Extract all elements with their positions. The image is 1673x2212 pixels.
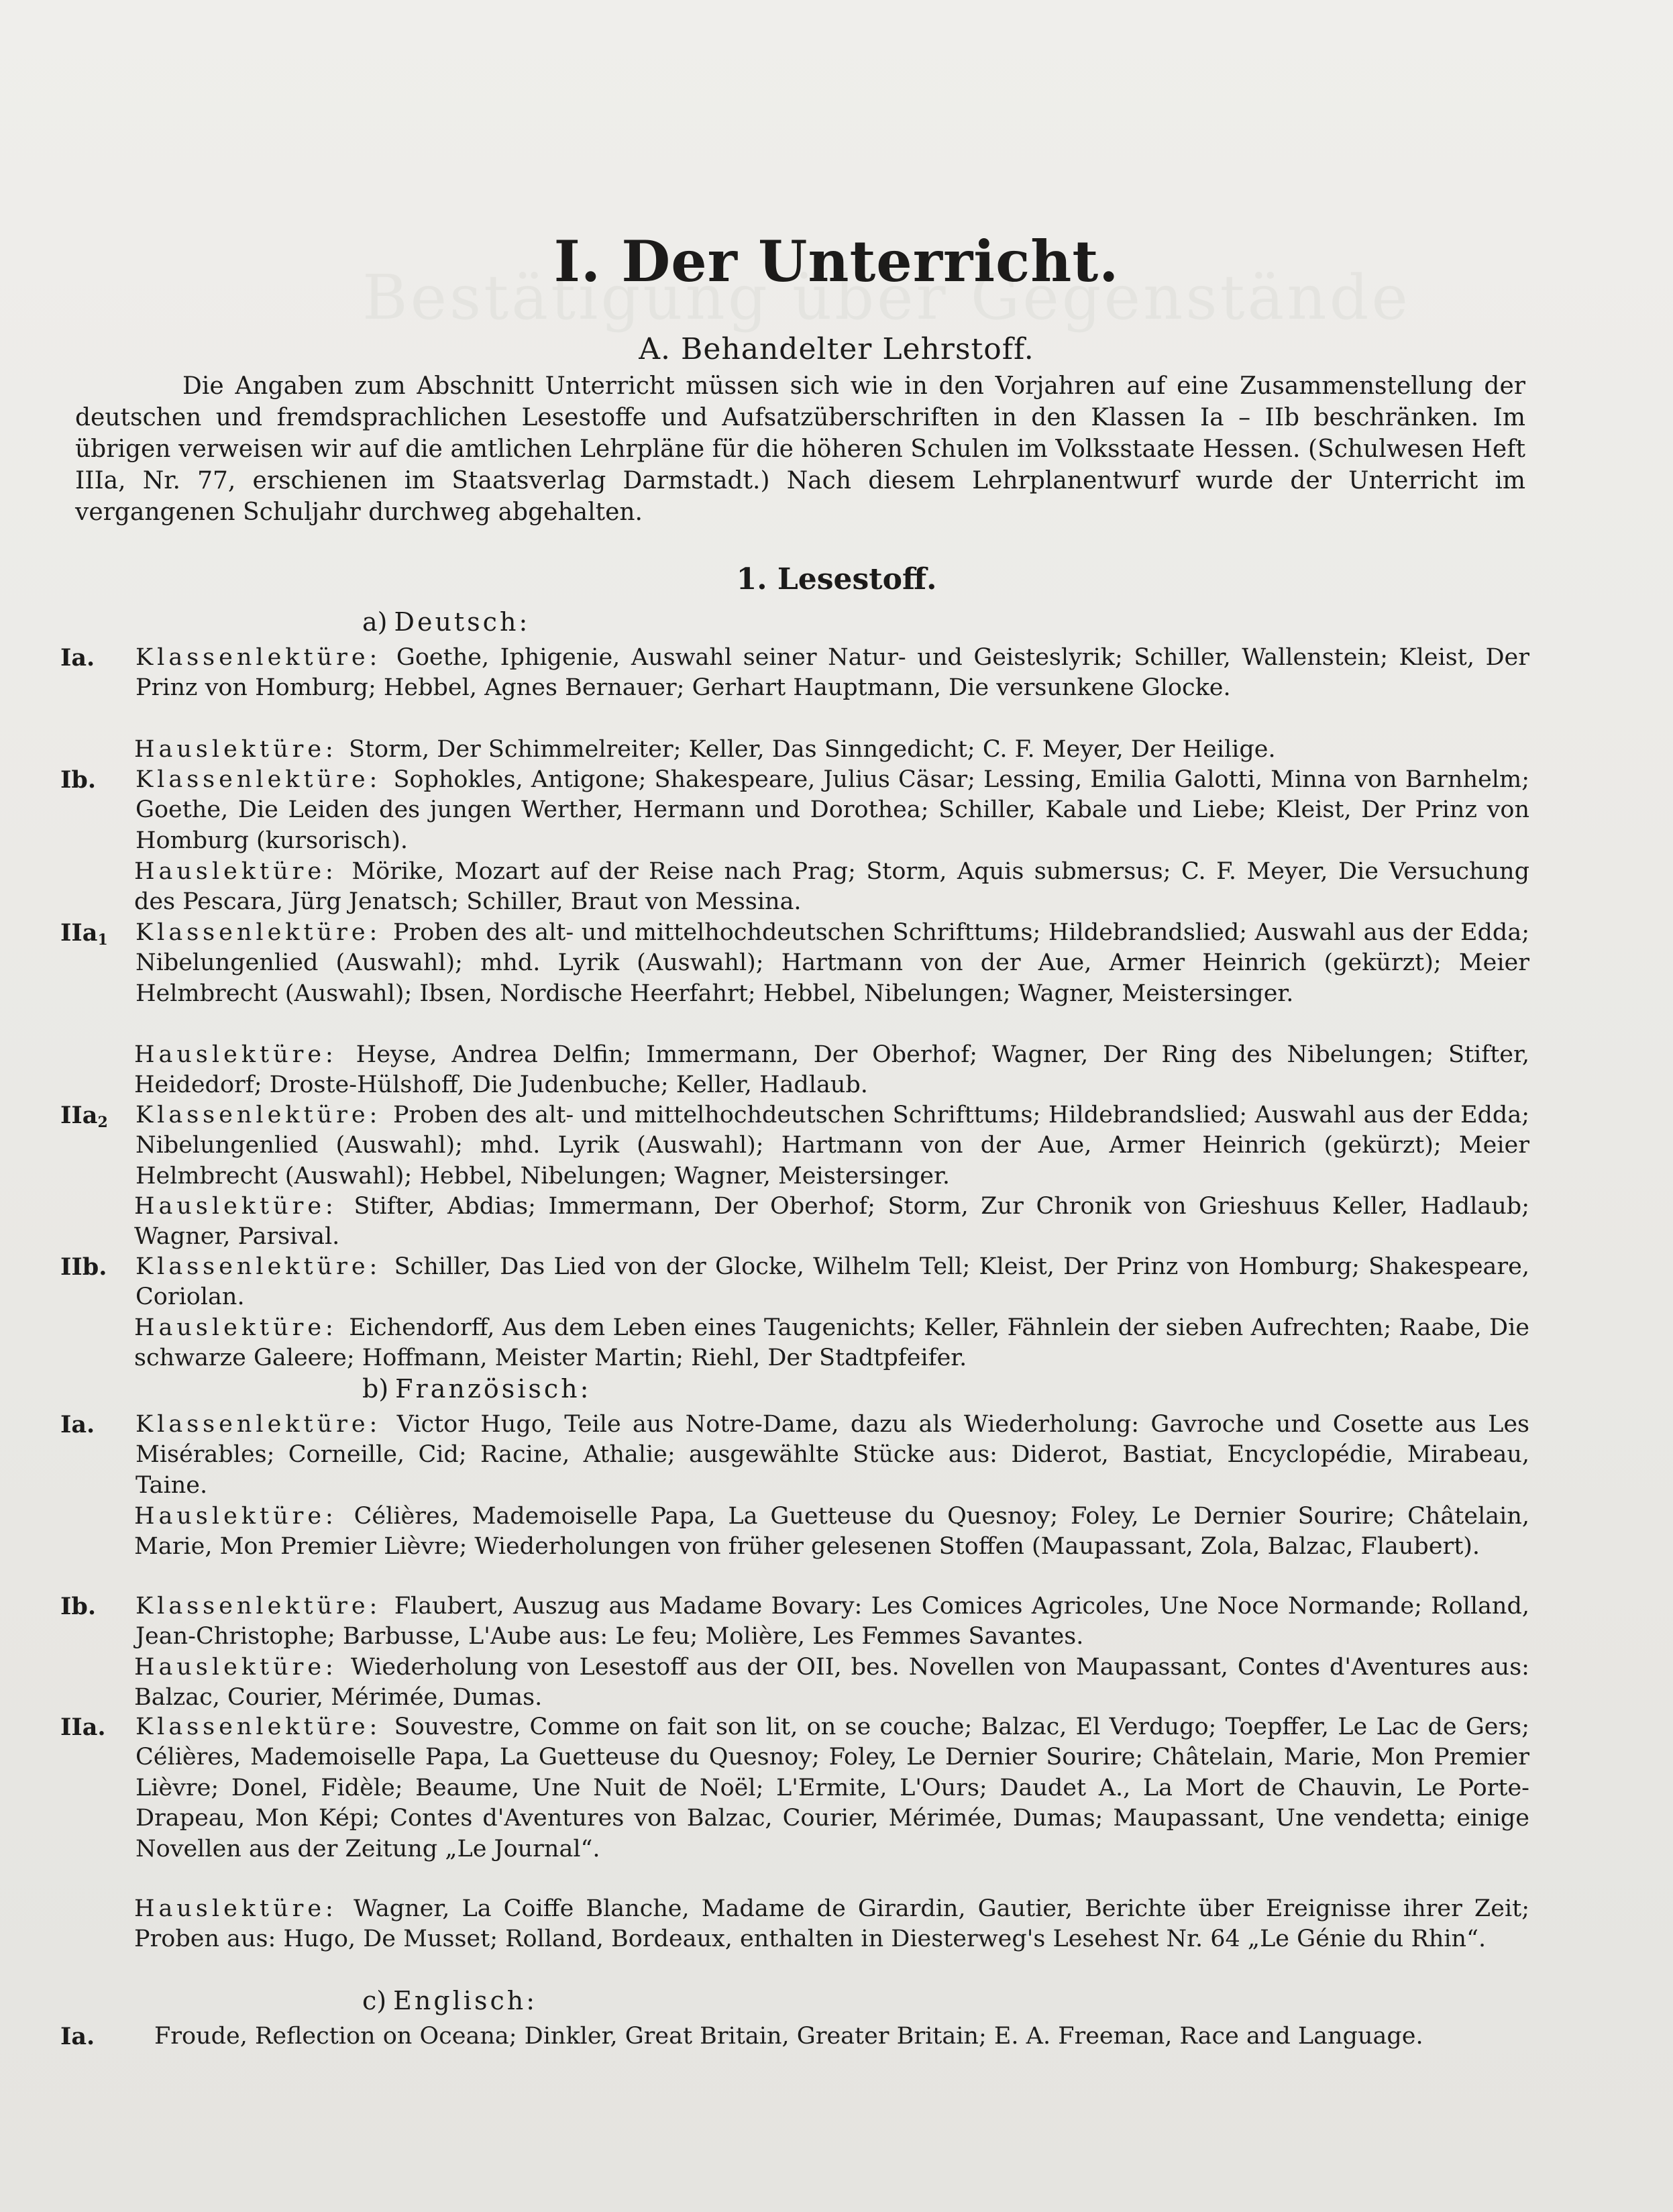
home-reading-label: Hauslektüre: xyxy=(134,1895,337,1922)
subsection-letter: b) xyxy=(362,1374,389,1404)
home-reading-text: Célières, Mademoiselle Papa, La Guetteuse du Quesnoy; Foley, Le Dernier Sourire; Châtelain, Marie, Mon Premier Lièvre; Wiederholungen von früher gelesenen Stoffen (Maupassant, Zola, Balzac, Flaubert). xyxy=(134,1503,1529,1561)
home-reading-label: Hauslektüre: xyxy=(134,1654,337,1681)
entry-text xyxy=(60,1252,1529,1313)
class-reading-text: Proben des alt- und mittelhochdeutschen Schrifttums; Hildebrandslied; Auswahl aus der Edda; Nibelungenlied (Auswahl); mhd. Lyrik (Auswahl); Hartmann von der Aue, Armer Heinrich (gekürzt); Meier Helmbrecht (Auswahl); Ibsen, Nordische Heerfahrt; Hebbel, Nibelungen; Wagner, Meistersinger. xyxy=(136,919,1529,1007)
entry-deutsch-ia-home xyxy=(134,735,1529,765)
subsection-franzoesisch xyxy=(362,1374,591,1404)
class-reading-text: Flaubert, Auszug aus Madame Bovary: Les Comices Agricoles, Une Noce Normande; Rolland, Jean-Christophe; Barbusse, L'Aube aus: Le feu; Molière, Les Femmes Savantes. xyxy=(136,1593,1529,1650)
class-subscript: 1 xyxy=(97,931,108,949)
entry-text xyxy=(60,1100,1529,1192)
subsection-name: Französisch: xyxy=(395,1374,592,1404)
entry-text xyxy=(60,1410,1529,1501)
entry-text xyxy=(60,1712,1529,1864)
home-reading-text: Storm, Der Schimmelreiter; Keller, Das Sinngedicht; C. F. Meyer, Der Heilige. xyxy=(349,736,1276,763)
entry-text xyxy=(60,765,1529,856)
entry-text: Froude, Reflection on Oceana; Dinkler, Great Britain, Greater Britain; E. A. Freeman, Race and Language. xyxy=(154,2023,1423,2050)
entry-franz-iia-home xyxy=(134,1894,1529,1955)
class-label: Ib. xyxy=(60,1593,97,1620)
subsection-name: Englisch: xyxy=(393,1986,538,2015)
class-reading-label: Klassenlektüre: xyxy=(136,1411,382,1438)
entry-deutsch-ib xyxy=(60,765,1529,856)
entry-deutsch-iia1-home xyxy=(134,1040,1529,1101)
subsection-name: Deutsch: xyxy=(394,607,531,637)
entry-franz-ib xyxy=(60,1591,1529,1652)
entry-deutsch-iia2 xyxy=(60,1100,1529,1192)
intro-paragraph xyxy=(75,370,1525,528)
class-reading-label: Klassenlektüre: xyxy=(136,1102,382,1128)
intro-text: Die Angaben zum Abschnitt Unterricht müssen sich wie in den Vorjahren auf eine Zusammenstellung der deutschen und fremdsprachlichen Lesestoffe und Aufsatzüberschriften in den Klassen Ia – IIb beschränken. Im übrigen verweisen wir auf die amtlichen Lehrpläne für die höheren Schulen im Volksstaate Hessen. (Schulwesen Heft IIIa, Nr. 77, erschienen im Staatsverlag Darmstadt.) Nach diesem Lehrplanentwurf wurde der Unterricht im vergangenen Schuljahr durchweg abgehalten. xyxy=(75,372,1525,526)
entry-deutsch-iia2-home xyxy=(134,1192,1529,1253)
class-label: Ia. xyxy=(60,644,95,672)
page-title: I. Der Unterricht. xyxy=(553,228,1120,295)
home-reading-text: Wiederholung von Lesestoff aus der OII, bes. Novellen von Maupassant, Contes d'Aventures aus: Balzac, Courier, Mérimée, Dumas. xyxy=(134,1654,1529,1711)
class-label: IIb. xyxy=(60,1253,107,1281)
subsection-letter: a) xyxy=(362,607,388,637)
home-reading-label: Hauslektüre: xyxy=(134,1314,337,1341)
subsection-letter: c) xyxy=(362,1986,387,2015)
class-label: Ia. xyxy=(60,2023,95,2050)
subsection-englisch xyxy=(362,1986,537,2015)
entry-text xyxy=(60,918,1529,1009)
class-reading-text: Proben des alt- und mittelhochdeutschen Schrifttums; Hildebrandslied; Auswahl aus der Edda; Nibelungenlied (Auswahl); mhd. Lyrik (Auswahl); Hartmann von der Aue, Armer Heinrich (gekürzt); Meier Helmbrecht (Auswahl); Hebbel, Nibelungen; Wagner, Meistersinger. xyxy=(136,1102,1529,1190)
home-reading-text: Mörike, Mozart auf der Reise nach Prag; Storm, Aquis submersus; C. F. Meyer, Die Versuchung des Pescara, Jürg Jenatsch; Schiller, Braut von Messina. xyxy=(134,858,1529,916)
class-subscript: 2 xyxy=(97,1114,108,1131)
class-reading-label: Klassenlektüre: xyxy=(136,766,382,793)
class-reading-label: Klassenlektüre: xyxy=(136,1714,382,1740)
home-reading-text: Eichendorff, Aus dem Leben eines Taugenichts; Keller, Fähnlein der sieben Aufrechten; Raabe, Die schwarze Galeere; Hoffmann, Meister Martin; Riehl, Der Stadtpfeifer. xyxy=(134,1314,1529,1372)
home-reading-label: Hauslektüre: xyxy=(134,858,337,885)
home-reading-label: Hauslektüre: xyxy=(134,1041,337,1068)
entry-engl-ia xyxy=(60,2021,1529,2052)
class-reading-text: Sophokles, Antigone; Shakespeare, Julius Cäsar; Lessing, Emilia Galotti, Minna von Barnhelm; Goethe, Die Leiden des jungen Werther, Hermann und Dorothea; Schiller, Kabale und Liebe; Kleist, Der Prinz von Homburg (kursorisch). xyxy=(136,766,1529,854)
class-label: IIa2 xyxy=(60,1102,108,1131)
entry-franz-ia xyxy=(60,1410,1529,1501)
class-reading-text: Victor Hugo, Teile aus Notre-Dame, dazu als Wiederholung: Gavroche und Cosette aus Les Misérables; Corneille, Cid; Racine, Athalie; ausgewählte Stücke aus: Diderot, Bastiat, Encyclopédie, Mirabeau, Taine. xyxy=(136,1411,1529,1499)
class-label: IIa1 xyxy=(60,919,108,949)
entry-deutsch-iib xyxy=(60,1252,1529,1313)
home-reading-text: Heyse, Andrea Delfin; Immermann, Der Oberhof; Wagner, Der Ring des Nibelungen; Stifter, Heidedorf; Droste-Hülshoff, Die Judenbuche; Keller, Hadlaub. xyxy=(134,1041,1529,1099)
entry-franz-iia xyxy=(60,1712,1529,1864)
class-reading-text: Goethe, Iphigenie, Auswahl seiner Natur- und Geisteslyrik; Schiller, Wallenstein; Kleist, Der Prinz von Homburg; Hebbel, Agnes Bernauer; Gerhart Hauptmann, Die versunkene Glocke. xyxy=(136,644,1529,702)
entry-deutsch-iib-home xyxy=(134,1313,1529,1374)
home-reading-label: Hauslektüre: xyxy=(134,736,337,763)
entry-text xyxy=(60,1591,1529,1652)
class-label: Ia. xyxy=(60,1411,95,1438)
entry-deutsch-iia1 xyxy=(60,918,1529,1009)
class-reading-label: Klassenlektüre: xyxy=(136,644,382,671)
entry-text xyxy=(60,643,1529,704)
home-reading-label: Hauslektüre: xyxy=(134,1503,337,1530)
subsection-title: 1. Lesestoff. xyxy=(736,562,937,596)
section-heading: A. Behandelter Lehrstoff. xyxy=(639,332,1034,366)
home-reading-text: Wagner, La Coiffe Blanche, Madame de Girardin, Gautier, Berichte über Ereignisse ihrer Zeit; Proben aus: Hugo, De Musset; Rolland, Bordeaux, enthalten in Diesterweg's Lesehest Nr. 64 „Le Génie du Rhin“. xyxy=(134,1895,1529,1953)
class-reading-text: Souvestre, Comme on fait son lit, on se couche; Balzac, El Verdugo; Toepffer, Le Lac de Gers; Célières, Mademoiselle Papa, La Guetteuse du Quesnoy; Foley, Le Dernier Sourire; Châtelain, Marie, Mon Premier Lièvre; Donel, Fidèle; Beaume, Une Nuit de Noël; L'Ermite, L'Ours; Daudet A., La Mort de Chauvin, Le Porte-Drapeau, Mon Képi; Contes d'Aventures von Balzac, Courier, Mérimée, Dumas; Maupassant, Une vendetta; einige Novellen aus der Zeitung „Le Journal“. xyxy=(136,1714,1529,1862)
entry-franz-ib-home xyxy=(134,1652,1529,1714)
entry-franz-ia-home xyxy=(134,1502,1529,1563)
home-reading-label: Hauslektüre: xyxy=(134,1193,337,1220)
entry-deutsch-ib-home xyxy=(134,857,1529,918)
class-reading-label: Klassenlektüre: xyxy=(136,1593,382,1620)
class-label: IIa. xyxy=(60,1714,106,1741)
class-label: Ib. xyxy=(60,766,97,794)
class-reading-label: Klassenlektüre: xyxy=(136,1253,382,1280)
subsection-deutsch xyxy=(362,607,530,637)
class-reading-label: Klassenlektüre: xyxy=(136,919,382,946)
entry-deutsch-ia xyxy=(60,643,1529,704)
class-reading-text: Schiller, Das Lied von der Glocke, Wilhelm Tell; Kleist, Der Prinz von Homburg; Shakespeare, Coriolan. xyxy=(136,1253,1529,1311)
home-reading-text: Stifter, Abdias; Immermann, Der Oberhof; Storm, Zur Chronik von Grieshuus Keller, Hadlaub; Wagner, Parsival. xyxy=(134,1193,1529,1251)
